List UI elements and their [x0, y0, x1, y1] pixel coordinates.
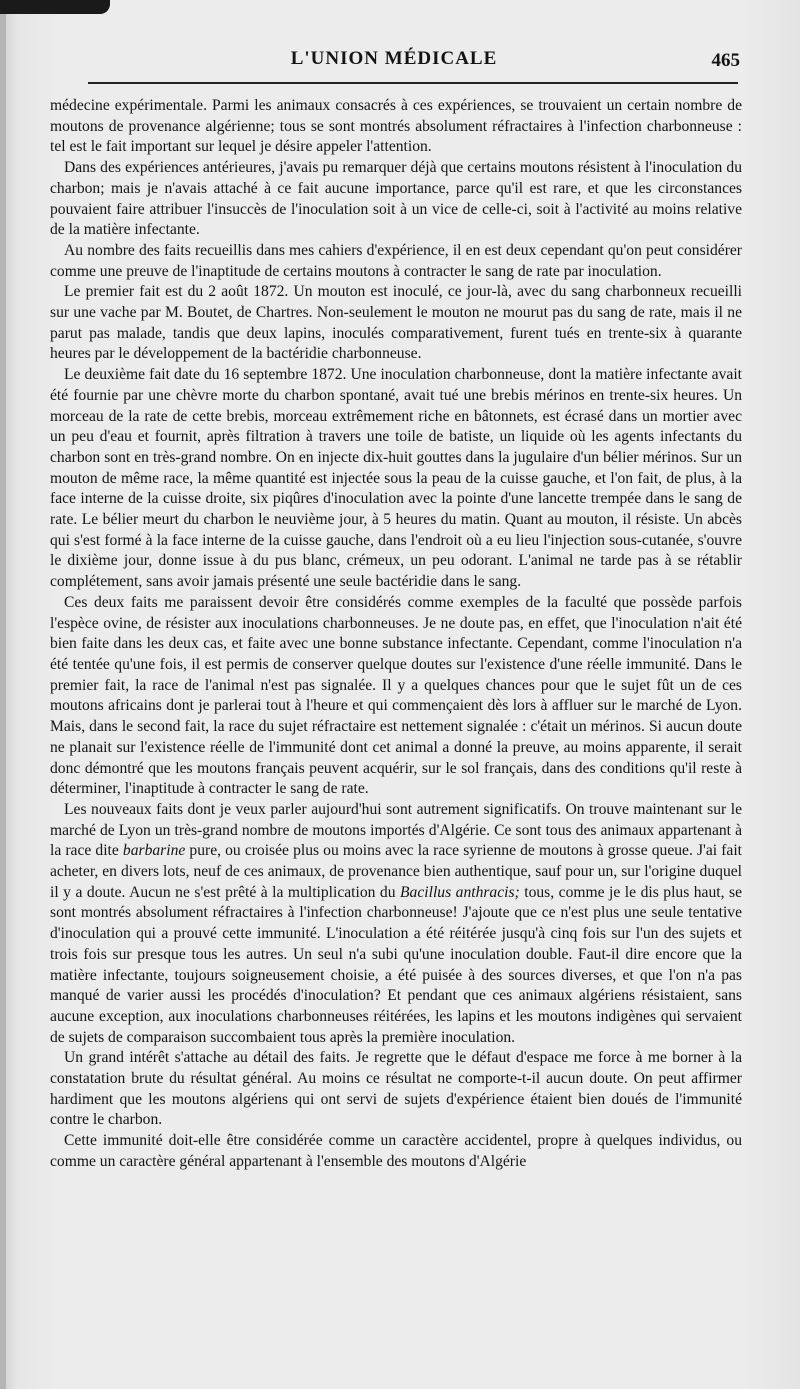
paragraph: médecine expérimentale. Parmi les animaux consacrés à ces expériences, se trouvaient un certain nombre de moutons de provenance algérienne; tous se sont montrés absolument réfractaires à l'infection charbonneuse : tel est le fait important sur lequel je désire appeler l'attention. [50, 97, 742, 156]
page-edge-shadow [0, 0, 6, 1389]
paragraph-text: Les nouveaux faits dont je veux parler aujourd'hui sont autrement significatifs. On trouve maintenant sur le marché de Lyon un très-grand nombre de moutons importés d'Algérie. Ce sont tous des animaux appartenant à la race dite [50, 800, 742, 860]
page-corner-fold [0, 0, 110, 14]
paragraph: Le premier fait est du 2 août 1872. Un mouton est inoculé, ce jour-là, avec du sang charbonneux recueilli sur une vache par M. Boutet, de Chartres. Non-seulement le mouton ne mourut pas du sang de rate, mais il ne parut pas malade, tandis que deux lapins, inoculés comparativement, furent tués en trente-six à quarante heures par le développement de la bactéridie charbonneuse. [50, 283, 742, 363]
running-title: L'UNION MÉDICALE [290, 48, 498, 69]
header-rule [88, 82, 738, 84]
paragraph: Ces deux faits me paraissent devoir être considérés comme exemples de la faculté que possède parfois l'espèce ovine, de résister aux inoculations charbonneuses. Je ne doute pas, en effet, que l'inoculation n'ait été bien faite dans les deux cas, et faite avec une bonne substance infectante. Cependant, comme l'inoculation n'a été tentée qu'une fois, il est permis de conserver quelque doutes sur l'existence d'une réelle immunité. Dans le premier fait, la race de l'animal n'est pas signalée. Il y a quelques chances pour que le sujet fût un de ces moutons africains dont je parlerai tout à l'heure et qui commençaient dès lors à affluer sur le marché de Lyon. Mais, dans le second fait, la race du sujet réfractaire est nettement signalée : c'était un mérinos. Si aucun doute ne planait sur l'existence réelle de l'immunité dont cet animal a donné la preuve, au moins apparente, il serait donc démontré que les moutons français peuvent acquérir, sur le sol français, dans des conditions qu'il reste à déterminer, l'inaptitude à contracter le sang de rate. [50, 593, 742, 798]
paragraph: Le deuxième fait date du 16 septembre 1872. Une inoculation charbonneuse, dont la matière infectante avait été fournie par une chèvre morte du charbon spontané, avait tué une brebis mérinos en trente-six heures. Un morceau de la rate de cette brebis, morceau extrêmement riche en bâtonnets, est écrasé dans un mortier avec un peu d'eau et fournit, après filtration à travers une toile de batiste, un liquide où les agents infectants du charbon sont en très-grand nombre. On en injecte dix-huit gouttes dans la jugulaire d'un bélier mérinos. Sur un mouton de même race, la même quantité est injectée sous la peau de la cuisse gauche, et l'on fait, de plus, à la face interne de la cuisse droite, six piqûres d'inoculation avec la pointe d'une lancette trempée dans le sang de rate. Le bélier meurt du charbon le neuvième jour, à 5 heures du matin. Quant au mouton, il résiste. Un abcès qui s'est formé à la face interne de la cuisse gauche, dans l'endroit où a eu lieu l'injection sous-cutanée, s'ouvre le dixième jour, donne issue à du pus blanc, crémeux, un peu odorant. L'animal ne tarde pas à se rétablir complétement, sans avoir jamais présenté une seule bactéridie dans le sang. [50, 366, 742, 591]
italic-term-bacillus: Bacillus anthracis; [400, 883, 520, 901]
paragraph [50, 800, 742, 1048]
article-body [50, 96, 742, 1173]
paragraph: Cette immunité doit-elle être considérée comme un caractère accidentel, propre à quelques individus, ou comme un caractère général appartenant à l'ensemble des moutons d'Algérie [50, 1132, 742, 1170]
paragraph: Au nombre des faits recueillis dans mes cahiers d'expérience, il en est deux cependant qu'on peut considérer comme une preuve de l'inaptitude de certains moutons à contracter le sang de rate par inoculation. [50, 241, 742, 280]
paragraph-text: tous, comme je le dis plus haut, se sont montrés absolument réfractaires à l'infection charbonneuse! J'ajoute que ce n'est plus une seule tentative d'inoculation qui a prouvé cette immunité. L'inoculation a été réitérée jusqu'à cinq fois sur l'un des sujets et trois fois sur presque tous les autres. Un seul n'a subi qu'une inoculation double. Faut-il dire encore que la matière infectante, toujours soigneusement choisie, a été puisée à des sources diverses, et que l'on n'a pas manqué de varier aussi les procédés d'inoculation? Et pendant que ces animaux algériens résistaient, sans aucune exception, aux inoculations charbonneuses réitérées, les lapins et les moutons indigènes qui servaient de sujets de comparaison succombaient tous après la première inoculation. [50, 883, 743, 1046]
paragraph: Un grand intérêt s'attache au détail des faits. Je regrette que le défaut d'espace me force à me borner à la constatation brute du résultat général. Au moins ce résultat ne comporte-t-il aucun doute. On peut affirmer hardiment que les moutons algériens qui ont servi de sujets d'expérience étaient bien doués de l'immunité contre le charbon. [50, 1049, 742, 1129]
paragraph: Dans des expériences antérieures, j'avais pu remarquer déjà que certains moutons résistent à l'inoculation du charbon; mais je n'avais attaché à ce fait aucune importance, parce qu'il est rare, et que les circonstances pouvaient faire attribuer l'insuccès de l'inoculation soit à un vice de celle-ci, soit à l'activité au moins relative de la matière infectante. [50, 159, 742, 239]
italic-term-barbarine: barbarine [122, 842, 186, 860]
page-header [48, 48, 740, 80]
paragraph-text: pure, ou croisée plus ou moins avec la race syrienne de moutons à grosse queue. J'ai fait acheter, en divers lots, neuf de ces animaux, de provenance bien authentique, sauf pour un, sur l'origine duquel il y a doute. Aucun ne s'est prêté à la multiplication du [50, 842, 742, 901]
page-number: 465 [711, 50, 740, 71]
